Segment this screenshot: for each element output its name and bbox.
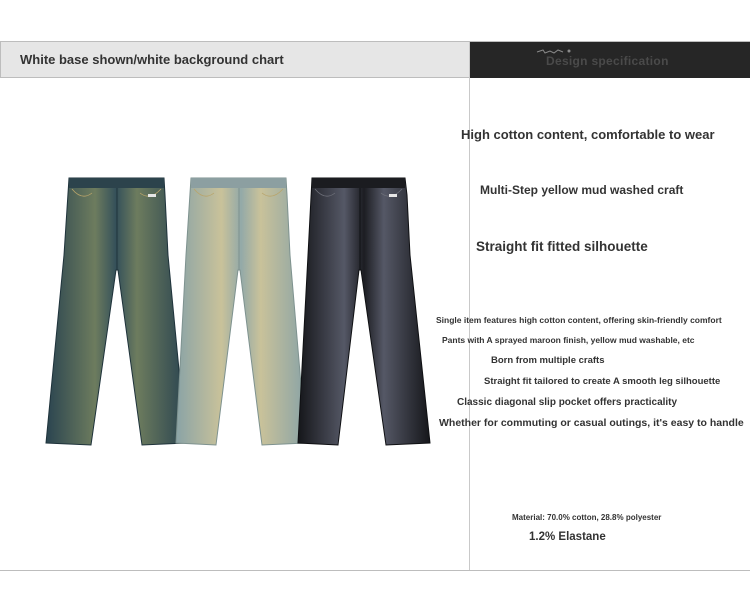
- vertical-divider: [469, 42, 470, 570]
- jeans-product-photo: [40, 175, 440, 450]
- bottom-rule: [0, 570, 750, 571]
- right-header-bar: [470, 42, 750, 78]
- left-header-title: White base shown/white background chart: [20, 52, 284, 67]
- feature-yellow-mud: Multi-Step yellow mud washed craft: [480, 183, 684, 197]
- material-line-2: 1.2% Elastane: [529, 531, 606, 543]
- detail-line-2: Pants with A sprayed maroon finish, yellow mud washable, etc: [442, 335, 695, 345]
- detail-line-5: Classic diagonal slip pocket offers practicality: [457, 397, 678, 408]
- detail-line-3: Born from multiple crafts: [491, 355, 605, 366]
- jeans-black-wash: [298, 178, 430, 445]
- feature-straight-fit: Straight fit fitted silhouette: [476, 239, 648, 254]
- detail-line-6: Whether for commuting or casual outings, it's easy to handle: [439, 417, 744, 429]
- material-line-1: Material: 70.0% cotton, 28.8% polyester: [512, 513, 662, 522]
- detail-line-4: Straight fit tailored to create A smooth leg silhouette: [484, 376, 721, 387]
- jeans-dark-blue: [46, 178, 186, 445]
- feature-cotton: High cotton content, comfortable to wear: [461, 127, 715, 142]
- jeans-light-wash: [176, 178, 306, 445]
- right-header-title: Design specification: [546, 54, 669, 68]
- detail-line-1: Single item features high cotton content, offering skin-friendly comfort: [436, 315, 722, 325]
- left-header-bar: [0, 42, 469, 78]
